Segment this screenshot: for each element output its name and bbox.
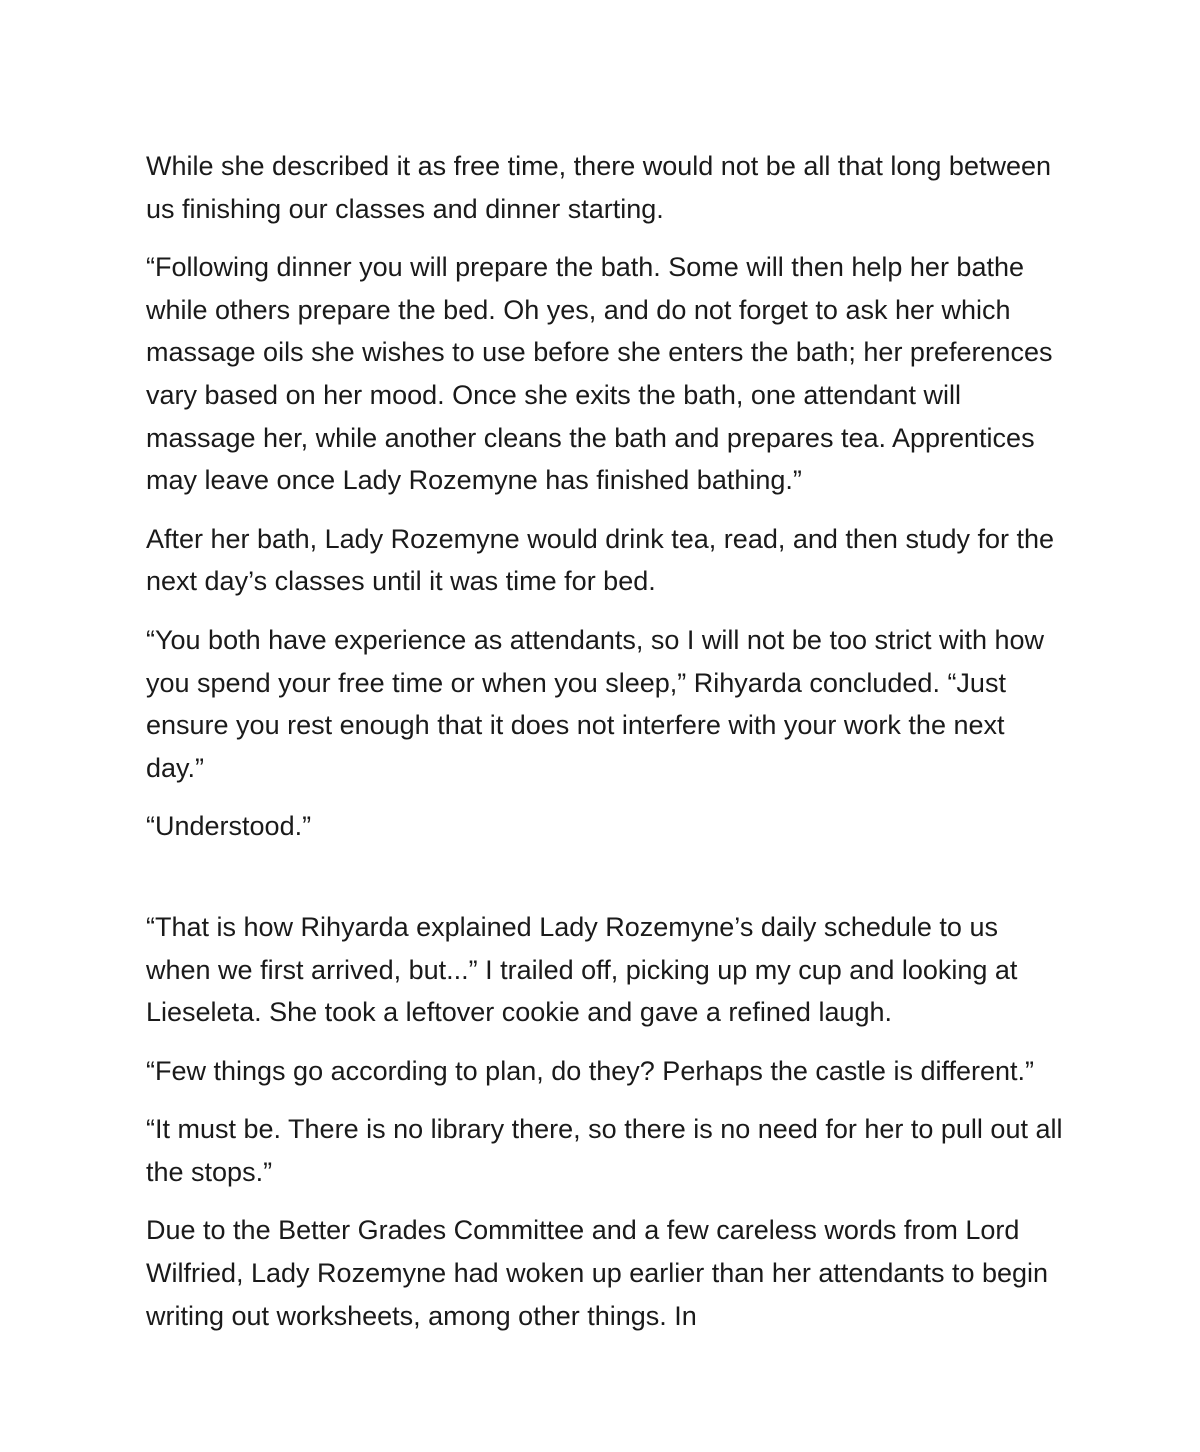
document-text-body [146,145,1066,1353]
paragraph-1: While she described it as free time, there would not be all that long between us finishing our classes and dinner starting. [146,151,1052,224]
paragraph-3: After her bath, Lady Rozemyne would drink tea, read, and then study for the next day’s classes until it was time for bed. [146,523,1055,597]
paragraph-7: “Few things go according to plan, do they? Perhaps the castle is different.” [146,1055,1035,1086]
paragraph-8: “It must be. There is no library there, so there is no need for her to pull out all the stops.” [146,1114,1063,1187]
paragraph-4: “You both have experience as attendants, so I will not be too strict with how you spend your free time or when you sleep,” Rihyarda concluded. “Just ensure you rest enough that it does not interfere with your work the next day.” [146,624,1045,783]
scene-break [146,864,1066,906]
paragraph-5: “Understood.” [146,811,312,842]
paragraph-6: “That is how Rihyarda explained Lady Rozemyne’s daily schedule to us when we first arrived, but...” I trailed off, picking up my cup and looking at Lieseleta. She took a leftover cookie and gave a refined laugh. [146,911,1018,1028]
paragraph-9: Due to the Better Grades Committee and a few careless words from Lord Wilfried, Lady Rozemyne had woken up earlier than her attendants to begin writing out worksheets, among other things. In [146,1215,1049,1331]
paragraph-2: “Following dinner you will prepare the bath. Some will then help her bathe while others prepare the bed. Oh yes, and do not forget to ask her which massage oils she wishes to use before she enters the bath; her preferences vary based on her mood. Once she exits the bath, one attendant will massage her, while another cleans the bath and prepares tea. Apprentices may leave once Lady Rozemyne has finished bathing.” [146,252,1053,496]
